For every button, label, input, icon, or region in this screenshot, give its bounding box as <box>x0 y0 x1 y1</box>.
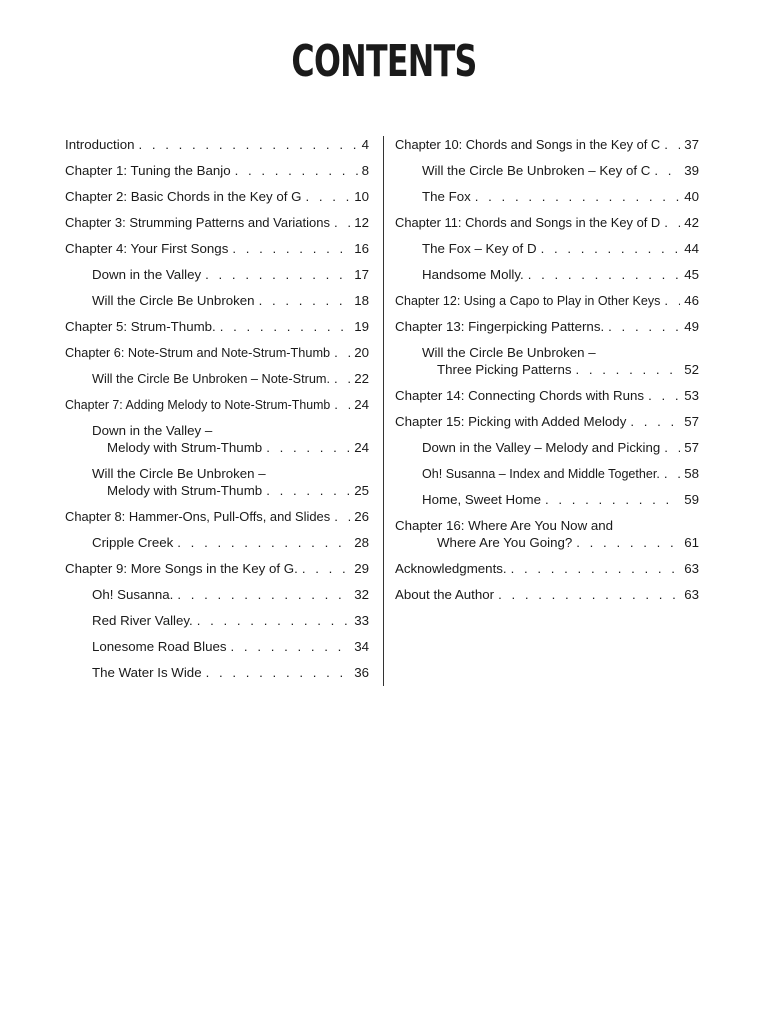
toc-entry-label-line1: Will the Circle Be Unbroken – <box>92 466 266 481</box>
toc-entry-label: Lonesome Road Blues <box>92 639 227 654</box>
toc-entry-page-number: 63 <box>684 561 699 576</box>
toc-entry-label: Chapter 14: Connecting Chords with Runs <box>395 388 645 403</box>
toc-entry-page-number: 4 <box>361 137 369 152</box>
toc-entry-label: Chapter 11: Chords and Songs in the Key of D <box>395 215 661 230</box>
dot-leader <box>334 396 350 413</box>
dot-leader <box>266 482 350 499</box>
dot-leader <box>664 292 680 309</box>
toc-entry[interactable] <box>65 612 369 629</box>
toc-entry[interactable] <box>65 664 369 681</box>
toc-entry[interactable] <box>395 586 699 603</box>
toc-entry[interactable] <box>395 439 699 456</box>
toc-entry[interactable] <box>395 413 699 430</box>
toc-entry[interactable] <box>395 387 699 404</box>
toc-column-right <box>395 136 699 612</box>
toc-entry[interactable] <box>65 214 369 231</box>
dot-leader <box>302 560 350 577</box>
dot-leader <box>541 240 681 257</box>
toc-entry[interactable] <box>65 586 369 603</box>
dot-leader <box>576 361 681 378</box>
toc-entry-page-number: 49 <box>684 319 699 334</box>
toc-entry-label: Where Are You Going? <box>437 535 573 550</box>
toc-entry-page-number: 18 <box>354 293 369 308</box>
dot-leader <box>205 266 350 283</box>
toc-entry-label: Down in the Valley – Melody and Picking <box>422 440 661 455</box>
toc-entry-page-number: 59 <box>684 492 699 507</box>
toc-entry[interactable] <box>395 344 699 378</box>
dot-leader <box>654 162 680 179</box>
toc-entry-label: Chapter 6: Note-Strum and Note-Strum-Thumb <box>65 345 331 360</box>
dot-leader <box>528 266 680 283</box>
toc-entry-label: The Fox – Key of D <box>422 241 537 256</box>
toc-entry[interactable] <box>395 240 699 257</box>
toc-entry[interactable] <box>65 344 369 361</box>
toc-entry-page-number: 24 <box>354 440 369 455</box>
dot-leader <box>177 534 350 551</box>
toc-entry[interactable] <box>65 136 369 153</box>
toc-entry-page-number: 57 <box>684 414 699 429</box>
toc-entry[interactable] <box>65 266 369 283</box>
toc-entry-label: Chapter 8: Hammer-Ons, Pull-Offs, and Slides <box>65 509 331 524</box>
toc-entry-page-number: 20 <box>354 345 369 360</box>
toc-entry[interactable] <box>395 465 699 482</box>
toc-entry[interactable] <box>65 318 369 335</box>
dot-leader <box>266 439 350 456</box>
toc-entry-page-number: 17 <box>354 267 369 282</box>
toc-entry-page-number: 58 <box>684 466 699 481</box>
dot-leader <box>197 612 350 629</box>
toc-entry-label: Melody with Strum-Thumb <box>107 483 263 498</box>
toc-entry-page-number: 29 <box>354 561 369 576</box>
toc-entry-page-number: 12 <box>354 215 369 230</box>
toc-entry-page-number: 24 <box>354 397 369 412</box>
dot-leader <box>306 188 351 205</box>
toc-entry[interactable] <box>65 188 369 205</box>
toc-entry-label: Introduction <box>65 137 135 152</box>
toc-entry[interactable] <box>395 560 699 577</box>
toc-entry[interactable] <box>395 136 699 153</box>
toc-entry[interactable] <box>65 292 369 309</box>
dot-leader <box>498 586 680 603</box>
toc-entry-label: Chapter 4: Your First Songs <box>65 241 229 256</box>
toc-entry-label-line1: Down in the Valley – <box>92 423 213 438</box>
dot-leader <box>334 344 350 361</box>
toc-entry-label: Three Picking Patterns <box>437 362 572 377</box>
toc-entry-label: Chapter 9: More Songs in the Key of G. <box>65 561 298 576</box>
toc-entry-page-number: 26 <box>354 509 369 524</box>
toc-entry-label: Home, Sweet Home <box>422 492 541 507</box>
toc-entry[interactable] <box>395 214 699 231</box>
toc-entry-page-number: 25 <box>354 483 369 498</box>
dot-leader <box>664 136 680 153</box>
toc-entry-label: Chapter 13: Fingerpicking Patterns. <box>395 319 605 334</box>
toc-entry-label: Chapter 15: Picking with Added Melody <box>395 414 627 429</box>
toc-entry-page-number: 36 <box>354 665 369 680</box>
toc-entry-page-number: 63 <box>684 587 699 602</box>
dot-leader <box>334 214 350 231</box>
dot-leader <box>177 586 350 603</box>
toc-entry[interactable] <box>395 266 699 283</box>
toc-entry-page-number: 45 <box>684 267 699 282</box>
toc-entry-page-number: 46 <box>684 293 699 308</box>
toc-entry-page-number: 44 <box>684 241 699 256</box>
dot-leader <box>576 534 680 551</box>
toc-entry[interactable] <box>65 638 369 655</box>
toc-entry-page-number: 8 <box>361 163 369 178</box>
toc-entry-page-number: 57 <box>684 440 699 455</box>
toc-entry-page-number: 40 <box>684 189 699 204</box>
toc-entry-label: The Water Is Wide <box>92 665 202 680</box>
dot-leader <box>220 318 350 335</box>
toc-entry-label: Chapter 1: Tuning the Banjo <box>65 163 231 178</box>
toc-entry[interactable] <box>65 508 369 525</box>
toc-entry-page-number: 28 <box>354 535 369 550</box>
dot-leader <box>232 240 350 257</box>
dot-leader <box>664 214 680 231</box>
toc-entry-label: Cripple Creek <box>92 535 174 550</box>
toc-entry-label: The Fox <box>422 189 471 204</box>
dot-leader <box>608 318 680 335</box>
toc-entry-page-number: 37 <box>684 137 699 152</box>
toc-entry-label: Will the Circle Be Unbroken <box>92 293 255 308</box>
toc-entry-label: Chapter 7: Adding Melody to Note-Strum-Thumb <box>65 397 331 412</box>
dot-leader <box>630 413 680 430</box>
dot-leader <box>138 136 357 153</box>
dot-leader <box>235 162 358 179</box>
dot-leader <box>664 465 680 482</box>
toc-entry-label: Melody with Strum-Thumb <box>107 440 263 455</box>
dot-leader <box>334 370 350 387</box>
toc-entry-page-number: 39 <box>684 163 699 178</box>
dot-leader <box>334 508 350 525</box>
toc-entry-label: Will the Circle Be Unbroken – Key of C <box>422 163 651 178</box>
toc-entry[interactable] <box>65 396 369 413</box>
toc-entry-label: Oh! Susanna. <box>92 587 174 602</box>
toc-entry[interactable] <box>65 162 369 179</box>
dot-leader <box>259 292 351 309</box>
toc-entry[interactable] <box>65 560 369 577</box>
toc-entry-page-number: 34 <box>354 639 369 654</box>
toc-entry-label: Chapter 5: Strum-Thumb. <box>65 319 216 334</box>
toc-entry-page-number: 19 <box>354 319 369 334</box>
page-title: CONTENTS <box>291 36 477 87</box>
toc-entry-page-number: 10 <box>354 189 369 204</box>
toc-entry[interactable] <box>395 491 699 508</box>
toc-entry-label: Chapter 10: Chords and Songs in the Key of C <box>395 137 661 152</box>
toc-entry[interactable] <box>395 162 699 179</box>
dot-leader <box>475 188 680 205</box>
toc-entry-label-line1: Will the Circle Be Unbroken – <box>422 345 596 360</box>
toc-entry-label-line1: Chapter 16: Where Are You Now and <box>395 518 614 533</box>
dot-leader <box>231 638 351 655</box>
toc-entry-label: Oh! Susanna – Index and Middle Together. <box>422 466 660 481</box>
toc-entry[interactable] <box>65 240 369 257</box>
toc-entry-page-number: 16 <box>354 241 369 256</box>
toc-entry-label: Handsome Molly. <box>422 267 524 282</box>
dot-leader <box>664 439 680 456</box>
toc-column-left <box>65 136 369 690</box>
toc-entry[interactable] <box>65 370 369 387</box>
toc-entry-label: Red River Valley. <box>92 613 193 628</box>
toc-entry-label: Chapter 2: Basic Chords in the Key of G <box>65 189 302 204</box>
toc-entry-page-number: 53 <box>684 388 699 403</box>
toc-entry-page-number: 52 <box>684 362 699 377</box>
toc-entry-page-number: 22 <box>354 371 369 386</box>
toc-entry-page-number: 32 <box>354 587 369 602</box>
toc-entry-page-number: 42 <box>684 215 699 230</box>
dot-leader <box>206 664 351 681</box>
toc-entry[interactable] <box>395 517 699 551</box>
dot-leader <box>545 491 680 508</box>
toc-entry-page-number: 33 <box>354 613 369 628</box>
toc-entry[interactable] <box>395 188 699 205</box>
dot-leader <box>648 387 680 404</box>
toc-entry-label: Will the Circle Be Unbroken – Note-Strum. <box>92 371 331 386</box>
toc-entry-label: Down in the Valley <box>92 267 202 282</box>
toc-entry[interactable] <box>395 292 699 309</box>
toc-entry-label: Chapter 12: Using a Capo to Play in Other Keys <box>395 293 661 308</box>
toc-entry-page-number: 61 <box>684 535 699 550</box>
column-divider <box>383 136 384 686</box>
toc-entry[interactable] <box>65 534 369 551</box>
toc-entry-label: About the Author <box>395 587 495 602</box>
toc-entry[interactable] <box>65 422 369 456</box>
dot-leader <box>511 560 681 577</box>
toc-entry-label: Acknowledgments. <box>395 561 507 576</box>
toc-entry-label: Chapter 3: Strumming Patterns and Variations <box>65 215 330 230</box>
toc-entry[interactable] <box>395 318 699 335</box>
toc-entry[interactable] <box>65 465 369 499</box>
